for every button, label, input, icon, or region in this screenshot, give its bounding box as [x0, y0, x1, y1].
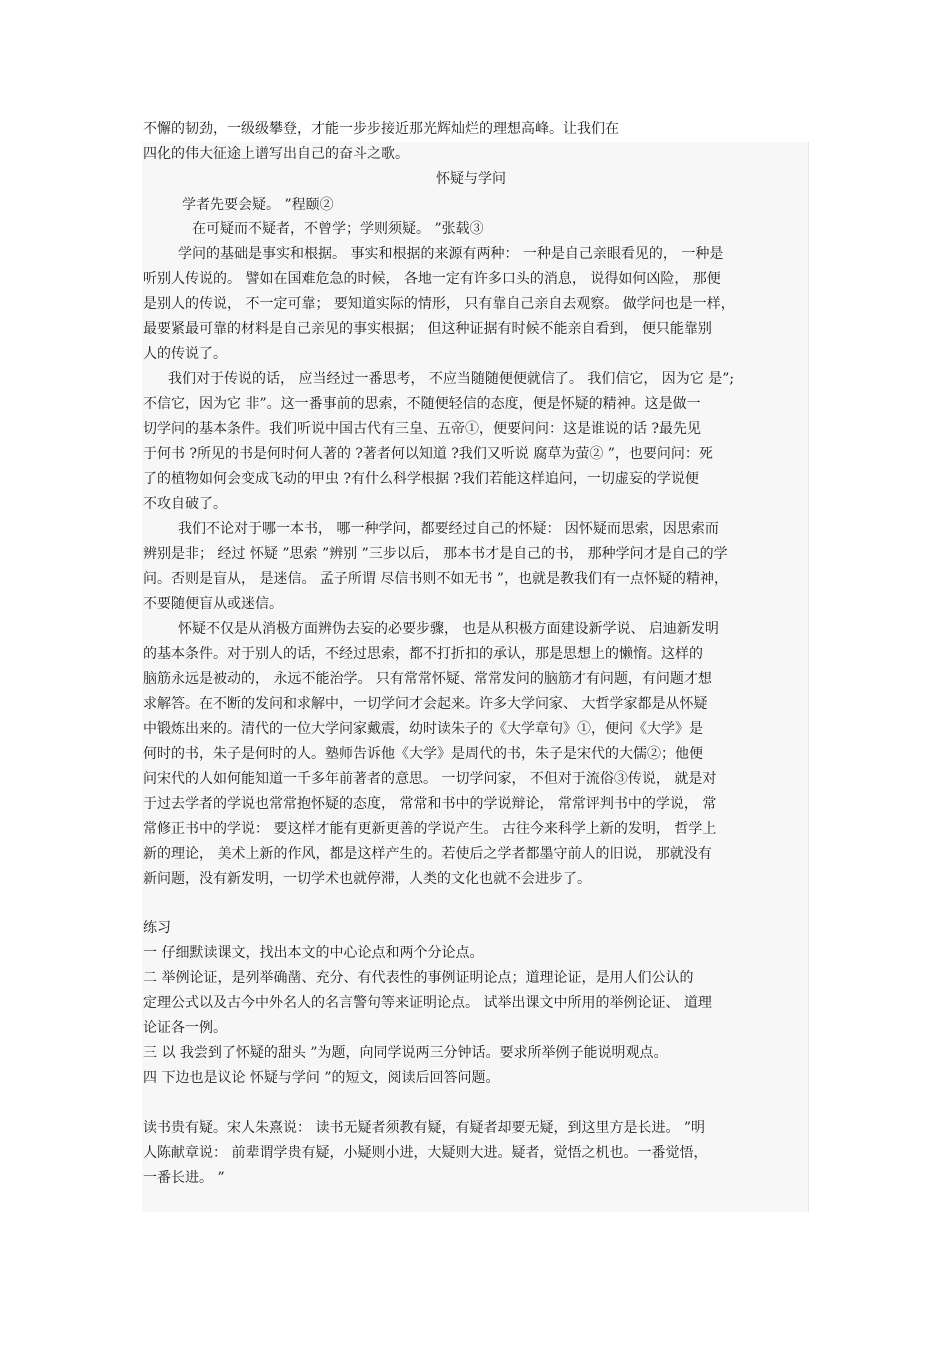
paragraph-line: 学问的基础是事实和根据。 事实和根据的来源有两种： 一种是自己亲眼看见的， 一种是 — [178, 246, 724, 262]
paragraph-line: 新问题，没有新发明，一切学术也就停滞，人类的文化也就不会进步了。 — [143, 871, 591, 887]
paragraph-line: 脑筋永远是被动的， 永远不能治学。 只有常常怀疑、常常发问的脑筋才有问题，有问题才想 — [143, 671, 712, 687]
paragraph-line: 切学问的基本条件。我们听说中国古代有三皇、五帝①，便要问问：这是谁说的话 ?最先见 — [143, 421, 701, 437]
paragraph-line: 不攻自破了。 — [143, 496, 227, 512]
paragraph-line: 不要随便盲从或迷信。 — [143, 596, 283, 612]
text-line: 不懈的韧劲，一级级攀登，才能一步步接近那光辉灿烂的理想高峰。让我们在 — [143, 121, 619, 137]
paragraph-line: 常修正书中的学说： 要这样才能有更新更善的学说产生。 古往今来科学上新的发明， 哲学上 — [143, 821, 717, 837]
paragraph-line: 新的理论， 美术上新的作风，都是这样产生的。若使后之学者都墨守前人的旧说， 那就没有 — [143, 846, 712, 862]
exercise-item: 三 以 我尝到了怀疑的甜头 ”为题，向同学说两三分钟话。要求所举例子能说明观点。 — [143, 1045, 668, 1061]
paragraph-line: 问。否则是盲从， 是迷信。 孟子所谓 尽信书则不如无书 ”，也就是教我们有一点怀疑的精神， — [143, 571, 728, 587]
exercise-item: 一 仔细默读课文，找出本文的中心论点和两个分论点。 — [143, 945, 484, 961]
paragraph-line: 何时的书，朱子是何时的人。塾师告诉他《大学》是周代的书，朱子是宋代的大儒②；他便 — [143, 746, 703, 762]
paragraph-line: 的基本条件。对于别人的话，不经过思索，都不打折扣的承认，那是思想上的懒惰。这样的 — [143, 646, 703, 662]
paragraph-line: 于过去学者的学说也常常抱怀疑的态度， 常常和书中的学说辩论， 常常评判书中的学说， 常 — [143, 796, 717, 812]
exercise-heading: 练习 — [143, 920, 171, 936]
reading-passage-line: 一番长进。 ” — [143, 1170, 225, 1186]
paragraph-line: 辨别是非； 经过 怀疑 ”思索 ”辨别 ”三步以后， 那本书才是自己的书， 那种学问才是自己的学 — [143, 546, 728, 562]
paragraph-line: 不信它，因为它 非”。这一番事前的思索，不随便轻信的态度，便是怀疑的精神。这是做一 — [143, 396, 701, 412]
exercise-item: 二 举例论证，是列举确凿、充分、有代表性的事例证明论点；道理论证，是用人们公认的 — [143, 970, 694, 986]
paragraph-line: 了的植物如何会变成飞动的甲虫 ?有什么科学根据 ?我们若能这样追问，一切虚妄的学说便 — [143, 471, 699, 487]
paragraph-line: 是别人的传说， 不一定可靠； 要知道实际的情形， 只有靠自己亲自去观察。 做学问也是一样， — [143, 296, 735, 312]
paragraph-line: 求解答。在不断的发问和求解中，一切学问才会起来。许多大学问家、 大哲学家都是从怀疑 — [143, 696, 708, 712]
paragraph-line: 听别人传说的。 譬如在国难危急的时候， 各地一定有许多口头的消息， 说得如何凶险， 那便 — [143, 271, 721, 287]
paragraph-line: 怀疑不仅是从消极方面辨伪去妄的必要步骤， 也是从积极方面建设新学说、 启迪新发明 — [178, 621, 719, 637]
exercise-item: 定理公式以及古今中外名人的名言警句等来证明论点。 试举出课文中所用的举例论证、 道理 — [143, 995, 712, 1011]
paragraph-line: 于何书 ?所见的书是何时何人著的 ?著者何以知道 ?我们又听说 腐草为萤② ”，也要问问：死 — [143, 446, 713, 462]
paragraph-line: 我们不论对于哪一本书， 哪一种学问，都要经过自己的怀疑： 因怀疑而思索，因思索而 — [178, 521, 719, 537]
exercise-item: 四 下边也是议论 怀疑与学问 ”的短文，阅读后回答问题。 — [143, 1070, 500, 1086]
quote-line: 学者先要会疑。 ”程颐② — [182, 197, 334, 213]
article-title: 怀疑与学问 — [436, 171, 506, 187]
paragraph-line: 人的传说了。 — [143, 346, 227, 362]
text-line: 四化的伟大征途上谱写出自己的奋斗之歌。 — [143, 146, 409, 162]
quote-line: 在可疑而不疑者，不曾学；学则须疑。 ”张载③ — [192, 221, 484, 237]
reading-passage-line: 读书贵有疑。宋人朱熹说： 读书无疑者须教有疑，有疑者却要无疑，到这里方是长进。 ”明 — [143, 1120, 706, 1136]
reading-passage-line: 人陈献章说： 前辈谓学贵有疑，小疑则小进，大疑则大进。疑者，觉悟之机也。一番觉悟， — [143, 1145, 708, 1161]
exercise-item: 论证各一例。 — [143, 1020, 227, 1036]
paragraph-line: 中锻炼出来的。清代的一位大学问家戴震，幼时读朱子的《大学章句》①，便问《大学》是 — [143, 721, 703, 737]
paragraph-line: 问宋代的人如何能知道一千多年前著者的意思。 一切学问家， 不但对于流俗③传说， 就是对 — [143, 771, 717, 787]
paragraph-line: 我们对于传说的话， 应当经过一番思考， 不应当随随便便就信了。 我们信它， 因为它 是”; — [168, 371, 735, 387]
paragraph-line: 最要紧最可靠的材料是自己亲见的事实根据； 但这种证据有时候不能亲自看到， 便只能靠别 — [143, 321, 712, 337]
